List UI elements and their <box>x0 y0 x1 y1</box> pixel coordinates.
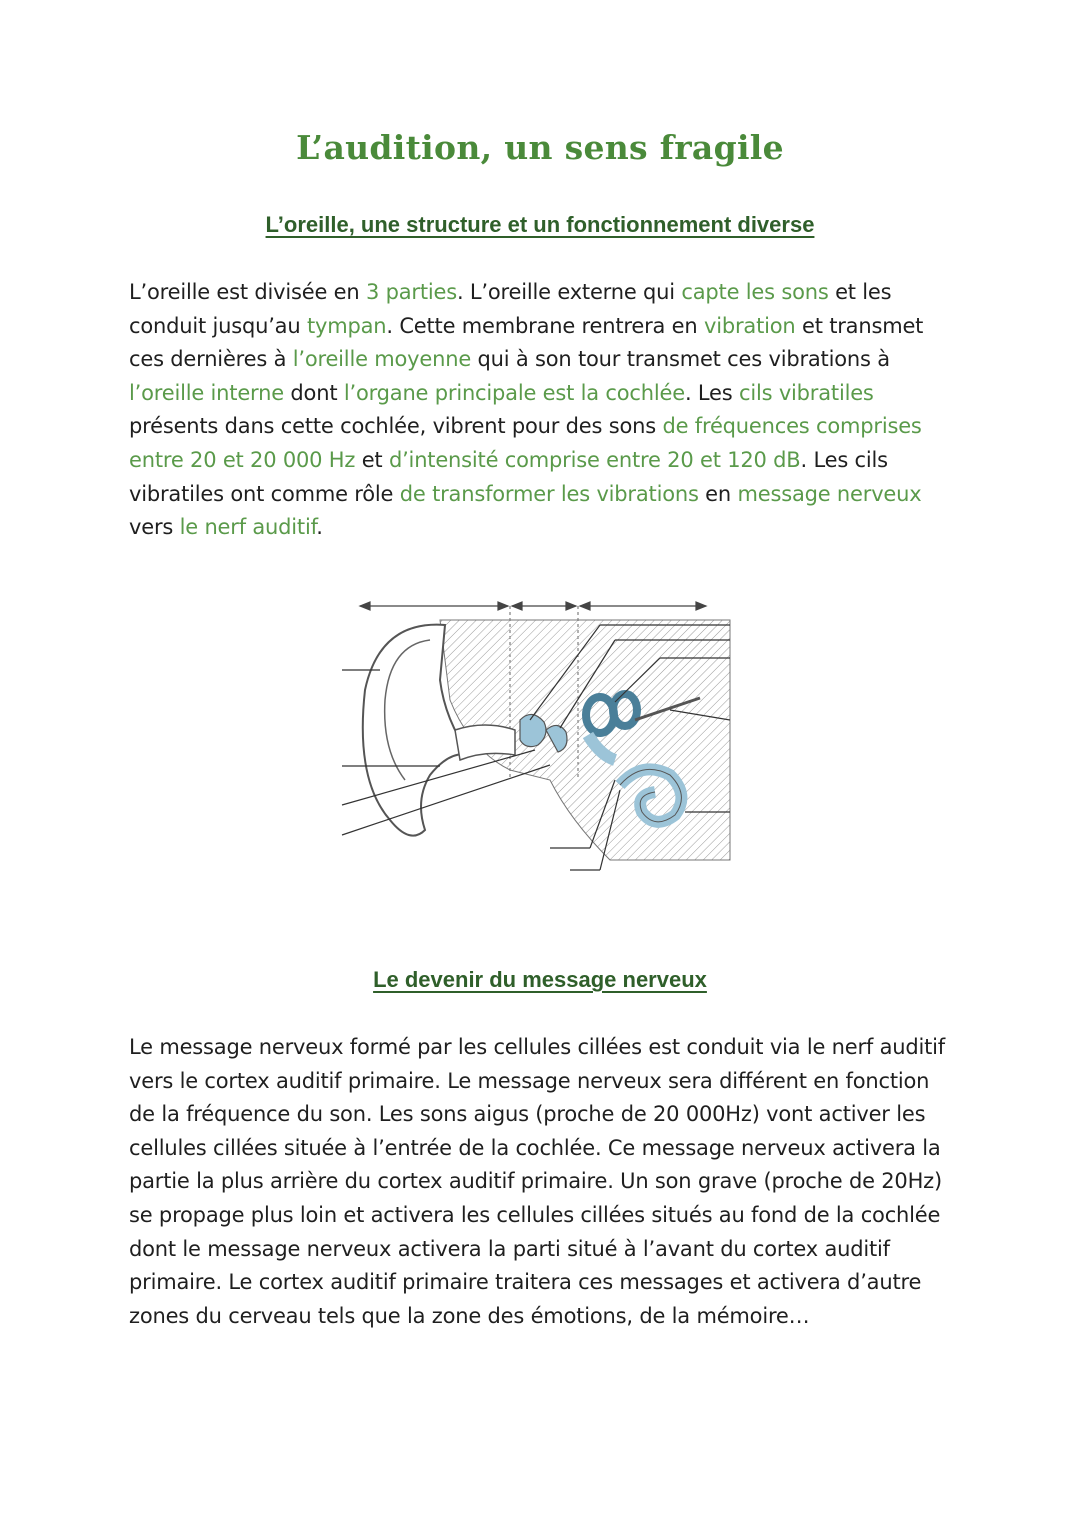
text-segment: qui à son tour transmet ces vibrations à <box>471 347 890 372</box>
text-line: zones du cerveau tels que la zone des émotions, de la mémoire… <box>129 1303 810 1328</box>
text-segment: . Les cils <box>800 447 888 472</box>
text-segment: et les <box>828 280 892 304</box>
text-segment: dont <box>283 380 344 405</box>
text-line <box>129 343 949 377</box>
highlighted-term: d’intensité comprise entre 20 et 120 dB <box>388 447 801 472</box>
paragraph-ear-structure <box>129 276 949 545</box>
text-line: de la fréquence du son. Les sons aigus (proche de 20 000Hz) vont activer les <box>129 1102 926 1127</box>
text-line <box>129 377 949 411</box>
text-segment: . <box>316 515 323 540</box>
text-line <box>129 310 949 344</box>
highlighted-term: capte les sons <box>681 280 829 304</box>
text-segment: ces dernières à <box>129 347 293 372</box>
text-line: primaire. Le cortex auditif primaire traitera ces messages et activera d’autre <box>129 1270 922 1295</box>
text-line <box>129 478 949 512</box>
paragraph-nerve-message <box>129 1031 949 1333</box>
highlighted-term: l’organe principale est la cochlée <box>343 380 685 405</box>
page-title: L’audition, un sens fragile <box>296 128 784 167</box>
highlighted-term: de transformer les vibrations <box>399 481 699 506</box>
text-line: Le message nerveux formé par les cellules cillées est conduit via le nerf auditif <box>129 1035 945 1059</box>
text-segment: . Cette membrane rentrera en <box>386 313 704 338</box>
text-segment: en <box>698 481 738 506</box>
text-line: vers le cortex auditif primaire. Le message nerveux sera différent en fonction <box>129 1068 930 1093</box>
text-line <box>129 276 949 310</box>
highlighted-term: vibration <box>703 313 796 338</box>
highlighted-term: tympan <box>306 313 387 338</box>
section-heading-ear-structure: L’oreille, une structure et un fonctionnement diverse <box>265 212 815 237</box>
text-line <box>129 511 949 545</box>
text-line: partie la plus arrière du cortex auditif primaire. Un son grave (proche de 20Hz) <box>129 1169 942 1194</box>
text-segment: et <box>355 447 389 472</box>
text-line <box>129 444 949 478</box>
highlighted-term: l’oreille interne <box>129 380 284 405</box>
text-segment: présents dans cette cochlée, vibrent pour des sons <box>129 414 663 439</box>
text-segment: . L’oreille externe qui <box>456 280 682 304</box>
highlighted-term: message nerveux <box>737 481 922 506</box>
text-segment: L’oreille est divisée en <box>129 280 366 304</box>
highlighted-term: le nerf auditif <box>179 515 317 540</box>
highlighted-term: 3 parties <box>365 280 457 304</box>
dimension-arrows <box>360 602 706 610</box>
highlighted-term: cils vibratiles <box>738 380 874 405</box>
highlighted-term: de fréquences comprises <box>662 414 922 439</box>
text-segment: et transmet <box>795 313 924 338</box>
text-segment: conduit jusqu’au <box>129 313 307 338</box>
highlighted-term: l’oreille moyenne <box>292 347 472 372</box>
highlighted-term: entre 20 et 20 000 Hz <box>129 447 356 472</box>
text-segment: vibratiles ont comme rôle <box>129 481 400 506</box>
section-heading-nerve-message: Le devenir du message nerveux <box>373 967 707 992</box>
text-line <box>129 410 949 444</box>
text-line: dont le message nerveux activera la parti situé à l’avant du cortex auditif <box>129 1236 890 1261</box>
text-line: cellules cillées située à l’entrée de la cochlée. Ce message nerveux activera la <box>129 1135 941 1160</box>
text-segment: vers <box>129 515 180 540</box>
text-segment: . Les <box>684 380 739 405</box>
ear-anatomy-diagram <box>270 580 810 880</box>
text-line: se propage plus loin et activera les cellules cillées situés au fond de la cochlée <box>129 1202 941 1227</box>
